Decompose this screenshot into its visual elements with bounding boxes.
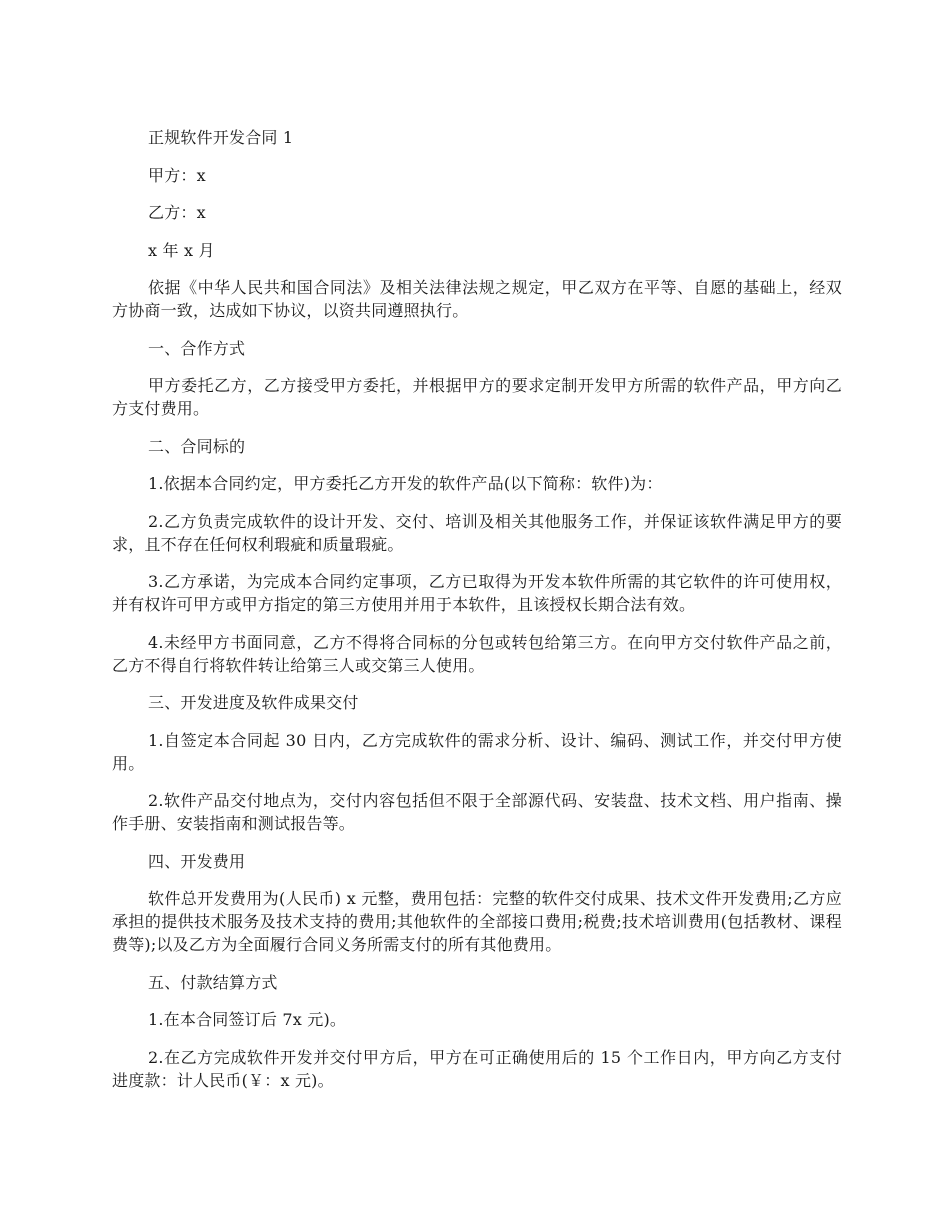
document-title: 正规软件开发合同 1 [148, 128, 294, 147]
section-heading-1: 一、合作方式 [148, 338, 246, 358]
section-2-paragraph-3: 3.乙方承诺，为完成本合同约定事项，乙方已取得为开发本软件所需的其它软件的许可使用权，并有权许可甲方或甲方指定的第三方使用并用于本软件，且该授权长期合法有效。 [112, 572, 842, 614]
section-2-paragraph-4: 4.未经甲方书面同意，乙方不得将合同标的分包或转包给第三方。在向甲方交付软件产品之前，乙方不得自行将软件转让给第三人或交第三人使用。 [112, 632, 842, 675]
section-heading-2: 二、合同标的 [148, 436, 246, 456]
party-a: 甲方：x [148, 165, 206, 185]
section-heading-3: 三、开发进度及软件成果交付 [148, 693, 359, 712]
section-4-paragraph-1: 软件总开发费用为(人民币) x 元整，费用包括：完整的软件交付成果、技术文件开发费用;乙方应承担的提供技术服务及技术支持的费用;其他软件的全部接口费用;税费;技术培训费用(包括教材、课程费等);以及乙方为全面履行合同义务所需支付的所有其他费用。 [112, 889, 842, 954]
party-b: 乙方：x [148, 203, 206, 222]
section-5-paragraph-1: 1.在本合同签订后 7x 元)。 [148, 1010, 347, 1029]
section-heading-4: 四、开发费用 [148, 851, 246, 871]
contract-date: x 年 x 月 [148, 240, 215, 260]
section-1-paragraph-1: 甲方委托乙方，乙方接受甲方委托，并根据甲方的要求定制开发甲方所需的软件产品，甲方向乙方支付费用。 [112, 376, 842, 418]
document-body [112, 126, 842, 1106]
intro-paragraph: 依据《中华人民共和国合同法》及相关法律法规之规定，甲乙双方在平等、自愿的基础上，经双方协商一致，达成如下协议，以资共同遵照执行。 [112, 278, 842, 320]
section-5-paragraph-2: 2.在乙方完成软件开发并交付甲方后，甲方在可正确使用后的 15 个工作日内，甲方向乙方支付进度款：计人民币(￥：x 元)。 [112, 1047, 842, 1090]
section-3-paragraph-1: 1.自签定本合同起 30 日内，乙方完成软件的需求分析、设计、编码、测试工作，并交付甲方使用。 [112, 730, 842, 773]
section-heading-5: 五、付款结算方式 [148, 972, 278, 992]
section-2-paragraph-2: 2.乙方负责完成软件的设计开发、交付、培训及相关其他服务工作，并保证该软件满足甲方的要求，且不存在任何权利瑕疵和质量瑕疵。 [112, 511, 842, 554]
section-2-paragraph-1: 1.依据本合同约定，甲方委托乙方开发的软件产品(以下简称：软件)为： [148, 474, 663, 493]
section-3-paragraph-2: 2.软件产品交付地点为，交付内容包括但不限于全部源代码、安装盘、技术文档、用户指南、操作手册、安装指南和测试报告等。 [112, 791, 842, 833]
